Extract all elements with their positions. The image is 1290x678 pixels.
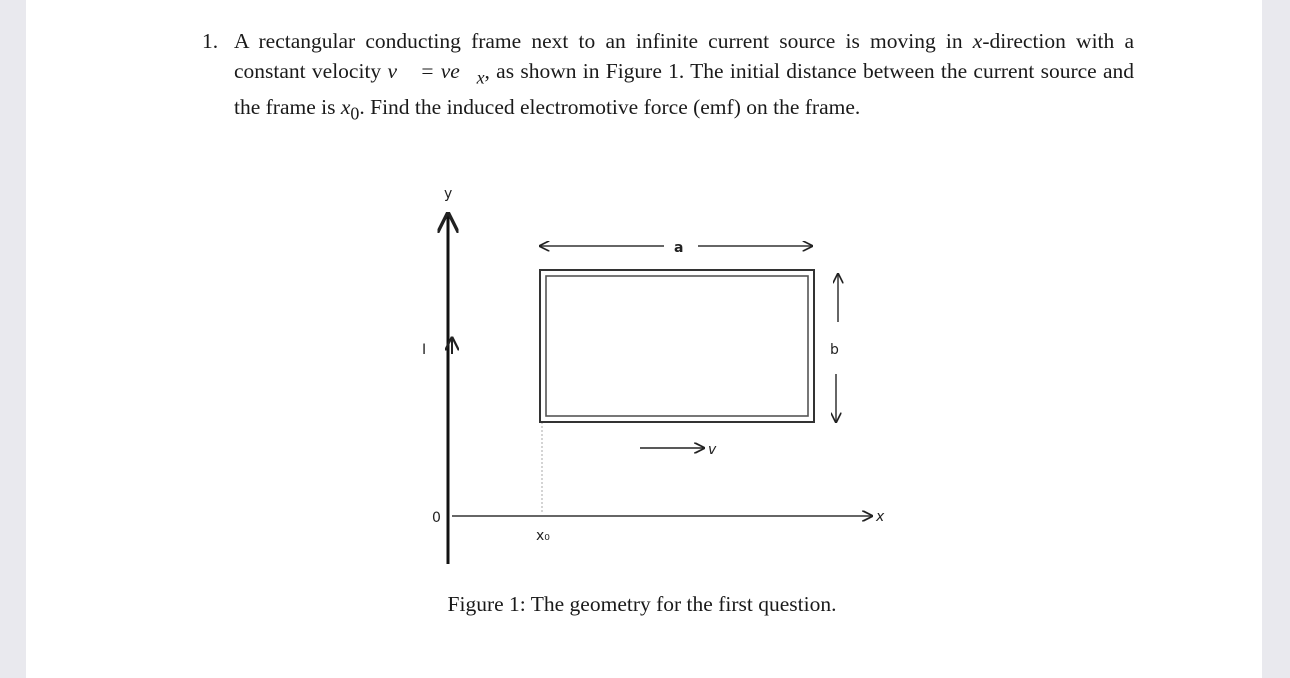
problem-statement bbox=[234, 26, 1134, 129]
statement-part-1: A rectangular conducting frame next to an infinite current source is moving in bbox=[234, 29, 973, 53]
x0-variable: x bbox=[340, 95, 351, 120]
document-page bbox=[26, 0, 1262, 678]
y-axis-label: y bbox=[444, 186, 453, 202]
statement-part-4: . Find the induced electromotive force (emf) on the frame. bbox=[359, 95, 861, 120]
x0-label: x₀ bbox=[536, 528, 550, 544]
x0-subscript: 0 bbox=[350, 103, 360, 124]
velocity-label: v bbox=[708, 442, 717, 458]
velocity-subscript: x bbox=[476, 67, 485, 88]
problem-number: 1. bbox=[202, 29, 219, 53]
geometry-diagram bbox=[406, 178, 926, 578]
velocity-expression: v⃗ = ve⃗ bbox=[387, 59, 477, 83]
conducting-frame-inner bbox=[546, 276, 808, 416]
dimension-a-label: a bbox=[674, 240, 684, 256]
current-label: I bbox=[422, 342, 427, 358]
x-variable: x bbox=[972, 29, 983, 53]
statement-part-3: , as shown in Figure 1. The initial distance between the current source and the frame is bbox=[234, 59, 1134, 120]
statement-part-2: -direction with a constant velocity bbox=[234, 29, 1134, 83]
figure-1 bbox=[406, 178, 926, 578]
x-axis-label: x bbox=[876, 509, 885, 525]
conducting-frame-outer bbox=[540, 270, 814, 422]
figure-caption-text: Figure 1: The geometry for the first question. bbox=[447, 592, 837, 616]
origin-label: 0 bbox=[432, 510, 441, 526]
dimension-b-label: b bbox=[830, 342, 839, 358]
figure-caption bbox=[26, 592, 1262, 617]
